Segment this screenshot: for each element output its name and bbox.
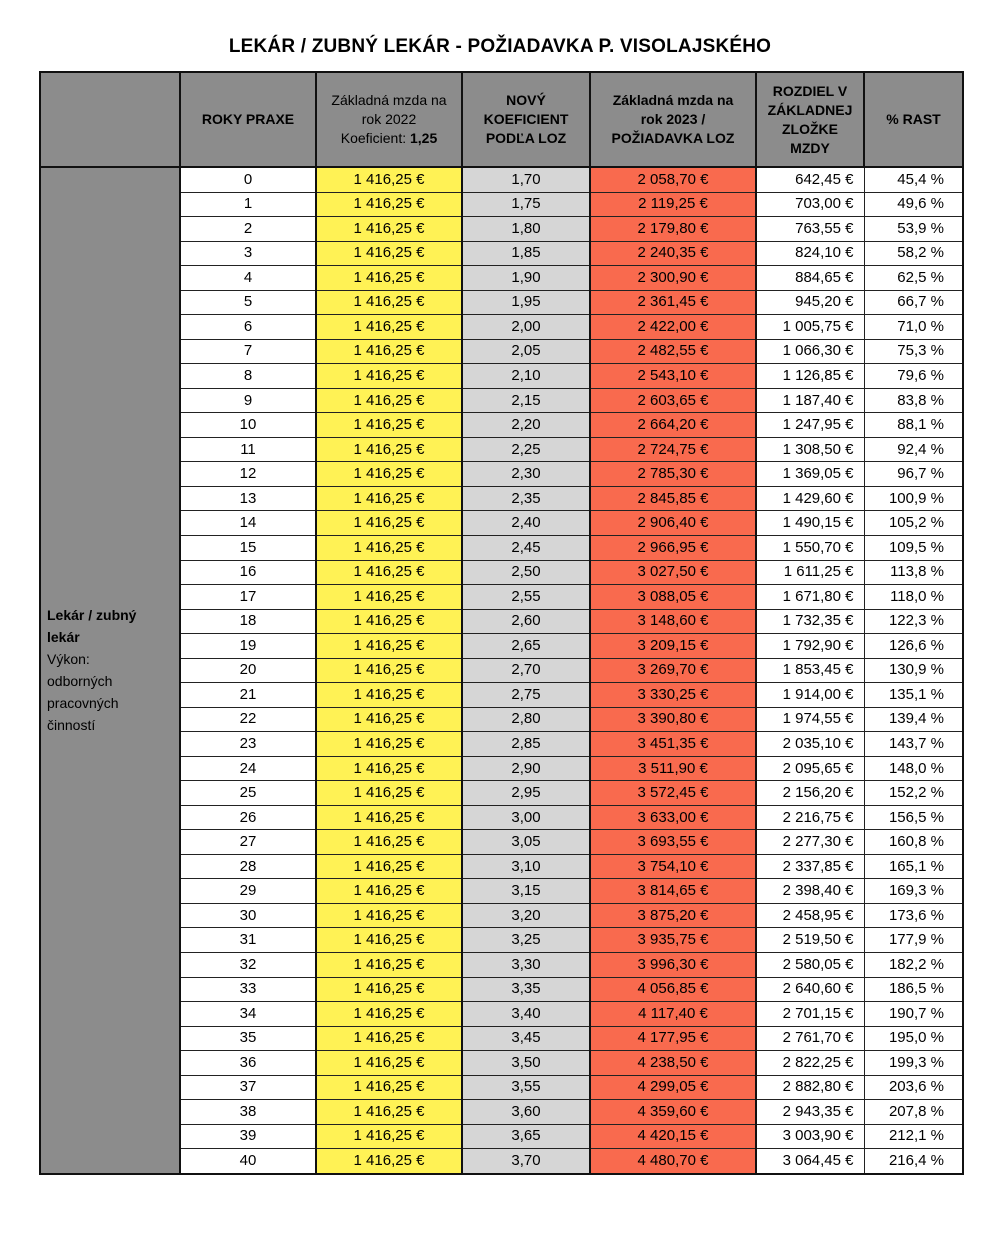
base-salary-2022-cell: 1 416,25 € bbox=[316, 535, 462, 560]
years-cell: 22 bbox=[180, 707, 316, 732]
base-salary-2023-cell: 4 420,15 € bbox=[590, 1124, 756, 1149]
growth-percent-cell: 212,1 % bbox=[864, 1124, 963, 1149]
years-cell: 40 bbox=[180, 1149, 316, 1174]
coefficient-cell: 3,70 bbox=[462, 1149, 590, 1174]
years-cell: 38 bbox=[180, 1100, 316, 1125]
growth-percent-cell: 71,0 % bbox=[864, 315, 963, 340]
category-cell bbox=[40, 167, 180, 1174]
years-cell: 1 bbox=[180, 192, 316, 217]
growth-percent-cell: 177,9 % bbox=[864, 928, 963, 953]
coefficient-cell: 3,15 bbox=[462, 879, 590, 904]
difference-cell: 1 005,75 € bbox=[756, 315, 864, 340]
coefficient-cell: 2,25 bbox=[462, 437, 590, 462]
years-cell: 24 bbox=[180, 756, 316, 781]
header-new-line3: POŽIADAVKA LOZ bbox=[611, 130, 735, 146]
difference-cell: 2 035,10 € bbox=[756, 732, 864, 757]
difference-cell: 1 126,85 € bbox=[756, 364, 864, 389]
growth-percent-cell: 135,1 % bbox=[864, 683, 963, 708]
base-salary-2023-cell: 2 482,55 € bbox=[590, 339, 756, 364]
years-cell: 0 bbox=[180, 167, 316, 192]
base-salary-2022-cell: 1 416,25 € bbox=[316, 609, 462, 634]
header-koef-line3: PODĽA LOZ bbox=[485, 130, 567, 146]
base-salary-2022-cell: 1 416,25 € bbox=[316, 683, 462, 708]
base-salary-2023-cell: 3 935,75 € bbox=[590, 928, 756, 953]
coefficient-cell: 1,95 bbox=[462, 290, 590, 315]
difference-cell: 3 003,90 € bbox=[756, 1124, 864, 1149]
difference-cell: 703,00 € bbox=[756, 192, 864, 217]
years-cell: 9 bbox=[180, 388, 316, 413]
growth-percent-cell: 152,2 % bbox=[864, 781, 963, 806]
growth-percent-cell: 160,8 % bbox=[864, 830, 963, 855]
header-base-line3-value: 1,25 bbox=[410, 130, 438, 146]
years-cell: 2 bbox=[180, 217, 316, 242]
header-base-salary-2022 bbox=[316, 72, 462, 167]
difference-cell: 2 761,70 € bbox=[756, 1026, 864, 1051]
base-salary-2023-cell: 4 359,60 € bbox=[590, 1100, 756, 1125]
base-salary-2023-cell: 3 330,25 € bbox=[590, 683, 756, 708]
header-base-salary-2023 bbox=[590, 72, 756, 167]
header-diff-line1: ROZDIEL V bbox=[772, 82, 848, 99]
base-salary-2022-cell: 1 416,25 € bbox=[316, 585, 462, 610]
base-salary-2022-cell: 1 416,25 € bbox=[316, 192, 462, 217]
base-salary-2022-cell: 1 416,25 € bbox=[316, 707, 462, 732]
coefficient-cell: 3,40 bbox=[462, 1002, 590, 1027]
base-salary-2023-cell: 2 966,95 € bbox=[590, 535, 756, 560]
coefficient-cell: 3,55 bbox=[462, 1075, 590, 1100]
base-salary-2023-cell: 2 240,35 € bbox=[590, 241, 756, 266]
growth-percent-cell: 130,9 % bbox=[864, 658, 963, 683]
coefficient-cell: 3,00 bbox=[462, 805, 590, 830]
growth-percent-cell: 88,1 % bbox=[864, 413, 963, 438]
base-salary-2023-cell: 4 056,85 € bbox=[590, 977, 756, 1002]
growth-percent-cell: 79,6 % bbox=[864, 364, 963, 389]
base-salary-2023-cell: 4 480,70 € bbox=[590, 1149, 756, 1174]
growth-percent-cell: 45,4 % bbox=[864, 167, 963, 192]
base-salary-2023-cell: 3 633,00 € bbox=[590, 805, 756, 830]
base-salary-2022-cell: 1 416,25 € bbox=[316, 560, 462, 585]
base-salary-2022-cell: 1 416,25 € bbox=[316, 1002, 462, 1027]
difference-cell: 1 066,30 € bbox=[756, 339, 864, 364]
base-salary-2022-cell: 1 416,25 € bbox=[316, 315, 462, 340]
base-salary-2023-cell: 3 875,20 € bbox=[590, 903, 756, 928]
coefficient-cell: 1,90 bbox=[462, 266, 590, 291]
base-salary-2023-cell: 2 422,00 € bbox=[590, 315, 756, 340]
difference-cell: 1 671,80 € bbox=[756, 585, 864, 610]
base-salary-2023-cell: 3 088,05 € bbox=[590, 585, 756, 610]
years-cell: 8 bbox=[180, 364, 316, 389]
difference-cell: 2 216,75 € bbox=[756, 805, 864, 830]
category-line: činností bbox=[47, 717, 96, 734]
header-growth-percent: % RAST bbox=[864, 72, 963, 167]
growth-percent-cell: 118,0 % bbox=[864, 585, 963, 610]
page-title: LEKÁR / ZUBNÝ LEKÁR - POŽIADAVKA P. VISOLAJSKÉHO bbox=[228, 36, 772, 57]
difference-cell: 2 822,25 € bbox=[756, 1051, 864, 1076]
base-salary-2023-cell: 4 117,40 € bbox=[590, 1002, 756, 1027]
header-koef-line1: NOVÝ bbox=[506, 92, 546, 108]
difference-cell: 1 187,40 € bbox=[756, 388, 864, 413]
coefficient-cell: 3,30 bbox=[462, 953, 590, 978]
difference-cell: 2 580,05 € bbox=[756, 953, 864, 978]
base-salary-2022-cell: 1 416,25 € bbox=[316, 437, 462, 462]
coefficient-cell: 2,05 bbox=[462, 339, 590, 364]
base-salary-2022-cell: 1 416,25 € bbox=[316, 486, 462, 511]
base-salary-2023-cell: 2 603,65 € bbox=[590, 388, 756, 413]
growth-percent-cell: 66,7 % bbox=[864, 290, 963, 315]
growth-percent-cell: 143,7 % bbox=[864, 732, 963, 757]
coefficient-cell: 2,50 bbox=[462, 560, 590, 585]
growth-percent-cell: 100,9 % bbox=[864, 486, 963, 511]
base-salary-2022-cell: 1 416,25 € bbox=[316, 658, 462, 683]
header-koef-line2: KOEFICIENT bbox=[483, 111, 569, 127]
years-cell: 6 bbox=[180, 315, 316, 340]
base-salary-2022-cell: 1 416,25 € bbox=[316, 290, 462, 315]
base-salary-2022-cell: 1 416,25 € bbox=[316, 217, 462, 242]
coefficient-cell: 3,10 bbox=[462, 854, 590, 879]
growth-percent-cell: 96,7 % bbox=[864, 462, 963, 487]
base-salary-2022-cell: 1 416,25 € bbox=[316, 879, 462, 904]
table-row bbox=[40, 167, 963, 192]
base-salary-2023-cell: 2 785,30 € bbox=[590, 462, 756, 487]
years-cell: 36 bbox=[180, 1051, 316, 1076]
years-cell: 35 bbox=[180, 1026, 316, 1051]
coefficient-cell: 2,00 bbox=[462, 315, 590, 340]
difference-cell: 2 640,60 € bbox=[756, 977, 864, 1002]
coefficient-cell: 2,65 bbox=[462, 634, 590, 659]
years-cell: 30 bbox=[180, 903, 316, 928]
difference-cell: 2 277,30 € bbox=[756, 830, 864, 855]
growth-percent-cell: 156,5 % bbox=[864, 805, 963, 830]
difference-cell: 1 853,45 € bbox=[756, 658, 864, 683]
base-salary-2023-cell: 2 906,40 € bbox=[590, 511, 756, 536]
coefficient-cell: 2,60 bbox=[462, 609, 590, 634]
base-salary-2022-cell: 1 416,25 € bbox=[316, 388, 462, 413]
years-cell: 13 bbox=[180, 486, 316, 511]
coefficient-cell: 3,25 bbox=[462, 928, 590, 953]
difference-cell: 1 490,15 € bbox=[756, 511, 864, 536]
coefficient-cell: 2,70 bbox=[462, 658, 590, 683]
difference-cell: 1 914,00 € bbox=[756, 683, 864, 708]
growth-percent-cell: 182,2 % bbox=[864, 953, 963, 978]
table-body bbox=[40, 167, 963, 1174]
table-header bbox=[40, 72, 963, 167]
growth-percent-cell: 148,0 % bbox=[864, 756, 963, 781]
base-salary-2023-cell: 2 664,20 € bbox=[590, 413, 756, 438]
growth-percent-cell: 169,3 % bbox=[864, 879, 963, 904]
base-salary-2023-cell: 2 543,10 € bbox=[590, 364, 756, 389]
growth-percent-cell: 126,6 % bbox=[864, 634, 963, 659]
base-salary-2023-cell: 2 845,85 € bbox=[590, 486, 756, 511]
difference-cell: 2 701,15 € bbox=[756, 1002, 864, 1027]
coefficient-cell: 2,55 bbox=[462, 585, 590, 610]
base-salary-2022-cell: 1 416,25 € bbox=[316, 1051, 462, 1076]
years-cell: 11 bbox=[180, 437, 316, 462]
base-salary-2022-cell: 1 416,25 € bbox=[316, 1124, 462, 1149]
coefficient-cell: 2,30 bbox=[462, 462, 590, 487]
growth-percent-cell: 199,3 % bbox=[864, 1051, 963, 1076]
years-cell: 18 bbox=[180, 609, 316, 634]
coefficient-cell: 3,45 bbox=[462, 1026, 590, 1051]
coefficient-cell: 3,05 bbox=[462, 830, 590, 855]
base-salary-2023-cell: 2 058,70 € bbox=[590, 167, 756, 192]
growth-percent-cell: 122,3 % bbox=[864, 609, 963, 634]
difference-cell: 1 974,55 € bbox=[756, 707, 864, 732]
years-cell: 10 bbox=[180, 413, 316, 438]
difference-cell: 1 308,50 € bbox=[756, 437, 864, 462]
difference-cell: 1 550,70 € bbox=[756, 535, 864, 560]
growth-percent-cell: 58,2 % bbox=[864, 241, 963, 266]
growth-percent-cell: 190,7 % bbox=[864, 1002, 963, 1027]
coefficient-cell: 2,80 bbox=[462, 707, 590, 732]
coefficient-cell: 2,35 bbox=[462, 486, 590, 511]
coefficient-cell: 2,75 bbox=[462, 683, 590, 708]
base-salary-2022-cell: 1 416,25 € bbox=[316, 339, 462, 364]
base-salary-2022-cell: 1 416,25 € bbox=[316, 462, 462, 487]
years-cell: 39 bbox=[180, 1124, 316, 1149]
base-salary-2023-cell: 3 693,55 € bbox=[590, 830, 756, 855]
growth-percent-cell: 75,3 % bbox=[864, 339, 963, 364]
coefficient-cell: 3,65 bbox=[462, 1124, 590, 1149]
base-salary-2022-cell: 1 416,25 € bbox=[316, 1075, 462, 1100]
coefficient-cell: 2,95 bbox=[462, 781, 590, 806]
base-salary-2023-cell: 3 027,50 € bbox=[590, 560, 756, 585]
header-diff-line3: ZLOŽKE bbox=[782, 120, 838, 137]
years-cell: 20 bbox=[180, 658, 316, 683]
growth-percent-cell: 105,2 % bbox=[864, 511, 963, 536]
base-salary-2023-cell: 3 572,45 € bbox=[590, 781, 756, 806]
coefficient-cell: 2,15 bbox=[462, 388, 590, 413]
header-base-line3-prefix: Koeficient: bbox=[340, 130, 410, 146]
base-salary-2022-cell: 1 416,25 € bbox=[316, 511, 462, 536]
growth-percent-cell: 109,5 % bbox=[864, 535, 963, 560]
growth-percent-cell: 139,4 % bbox=[864, 707, 963, 732]
header-new-line2: rok 2023 / bbox=[640, 111, 706, 127]
years-cell: 27 bbox=[180, 830, 316, 855]
base-salary-2022-cell: 1 416,25 € bbox=[316, 241, 462, 266]
base-salary-2023-cell: 2 300,90 € bbox=[590, 266, 756, 291]
difference-cell: 2 943,35 € bbox=[756, 1100, 864, 1125]
years-cell: 17 bbox=[180, 585, 316, 610]
growth-percent-cell: 62,5 % bbox=[864, 266, 963, 291]
base-salary-2023-cell: 3 148,60 € bbox=[590, 609, 756, 634]
growth-percent-cell: 53,9 % bbox=[864, 217, 963, 242]
base-salary-2022-cell: 1 416,25 € bbox=[316, 1100, 462, 1125]
years-cell: 15 bbox=[180, 535, 316, 560]
category-line: Výkon: bbox=[47, 651, 90, 668]
difference-cell: 2 398,40 € bbox=[756, 879, 864, 904]
growth-percent-cell: 207,8 % bbox=[864, 1100, 963, 1125]
base-salary-2022-cell: 1 416,25 € bbox=[316, 781, 462, 806]
years-cell: 37 bbox=[180, 1075, 316, 1100]
years-cell: 25 bbox=[180, 781, 316, 806]
coefficient-cell: 3,50 bbox=[462, 1051, 590, 1076]
header-diff-line2: ZÁKLADNEJ bbox=[767, 101, 853, 118]
base-salary-2023-cell: 3 511,90 € bbox=[590, 756, 756, 781]
growth-percent-cell: 195,0 % bbox=[864, 1026, 963, 1051]
difference-cell: 2 156,20 € bbox=[756, 781, 864, 806]
base-salary-2022-cell: 1 416,25 € bbox=[316, 928, 462, 953]
coefficient-cell: 2,10 bbox=[462, 364, 590, 389]
years-cell: 3 bbox=[180, 241, 316, 266]
difference-cell: 2 519,50 € bbox=[756, 928, 864, 953]
salary-table-wrapper bbox=[39, 71, 962, 1175]
base-salary-2022-cell: 1 416,25 € bbox=[316, 903, 462, 928]
base-salary-2022-cell: 1 416,25 € bbox=[316, 266, 462, 291]
difference-cell: 1 732,35 € bbox=[756, 609, 864, 634]
coefficient-cell: 1,85 bbox=[462, 241, 590, 266]
base-salary-2022-cell: 1 416,25 € bbox=[316, 364, 462, 389]
difference-cell: 2 882,80 € bbox=[756, 1075, 864, 1100]
years-cell: 4 bbox=[180, 266, 316, 291]
coefficient-cell: 1,70 bbox=[462, 167, 590, 192]
growth-percent-cell: 92,4 % bbox=[864, 437, 963, 462]
difference-cell: 1 611,25 € bbox=[756, 560, 864, 585]
coefficient-cell: 1,75 bbox=[462, 192, 590, 217]
base-salary-2022-cell: 1 416,25 € bbox=[316, 1149, 462, 1174]
growth-percent-cell: 186,5 % bbox=[864, 977, 963, 1002]
base-salary-2023-cell: 2 724,75 € bbox=[590, 437, 756, 462]
base-salary-2023-cell: 3 754,10 € bbox=[590, 854, 756, 879]
base-salary-2023-cell: 2 361,45 € bbox=[590, 290, 756, 315]
base-salary-2023-cell: 4 177,95 € bbox=[590, 1026, 756, 1051]
years-cell: 21 bbox=[180, 683, 316, 708]
growth-percent-cell: 203,6 % bbox=[864, 1075, 963, 1100]
coefficient-cell: 1,80 bbox=[462, 217, 590, 242]
coefficient-cell: 2,40 bbox=[462, 511, 590, 536]
coefficient-cell: 2,90 bbox=[462, 756, 590, 781]
base-salary-2022-cell: 1 416,25 € bbox=[316, 953, 462, 978]
coefficient-cell: 2,45 bbox=[462, 535, 590, 560]
growth-percent-cell: 113,8 % bbox=[864, 560, 963, 585]
difference-cell: 2 458,95 € bbox=[756, 903, 864, 928]
growth-percent-cell: 49,6 % bbox=[864, 192, 963, 217]
difference-cell: 1 247,95 € bbox=[756, 413, 864, 438]
years-cell: 28 bbox=[180, 854, 316, 879]
years-cell: 31 bbox=[180, 928, 316, 953]
difference-cell: 763,55 € bbox=[756, 217, 864, 242]
salary-table bbox=[39, 71, 964, 1175]
difference-cell: 2 337,85 € bbox=[756, 854, 864, 879]
coefficient-cell: 2,85 bbox=[462, 732, 590, 757]
coefficient-cell: 3,60 bbox=[462, 1100, 590, 1125]
base-salary-2022-cell: 1 416,25 € bbox=[316, 830, 462, 855]
difference-cell: 824,10 € bbox=[756, 241, 864, 266]
years-cell: 32 bbox=[180, 953, 316, 978]
years-cell: 5 bbox=[180, 290, 316, 315]
years-cell: 12 bbox=[180, 462, 316, 487]
years-cell: 16 bbox=[180, 560, 316, 585]
header-base-line1: Základná mzda na bbox=[331, 92, 447, 108]
header-difference bbox=[756, 72, 864, 167]
base-salary-2022-cell: 1 416,25 € bbox=[316, 167, 462, 192]
base-salary-2023-cell: 2 119,25 € bbox=[590, 192, 756, 217]
base-salary-2022-cell: 1 416,25 € bbox=[316, 756, 462, 781]
years-cell: 34 bbox=[180, 1002, 316, 1027]
header-row bbox=[40, 72, 963, 167]
header-new-coefficient bbox=[462, 72, 590, 167]
difference-cell: 884,65 € bbox=[756, 266, 864, 291]
base-salary-2023-cell: 4 299,05 € bbox=[590, 1075, 756, 1100]
base-salary-2023-cell: 3 390,80 € bbox=[590, 707, 756, 732]
years-cell: 29 bbox=[180, 879, 316, 904]
difference-cell: 1 792,90 € bbox=[756, 634, 864, 659]
base-salary-2023-cell: 2 179,80 € bbox=[590, 217, 756, 242]
category-name: Lekár / zubný lekár bbox=[47, 607, 137, 646]
growth-percent-cell: 173,6 % bbox=[864, 903, 963, 928]
base-salary-2023-cell: 3 996,30 € bbox=[590, 953, 756, 978]
category-line: odborných bbox=[47, 673, 113, 690]
years-cell: 26 bbox=[180, 805, 316, 830]
growth-percent-cell: 216,4 % bbox=[864, 1149, 963, 1174]
difference-cell: 945,20 € bbox=[756, 290, 864, 315]
base-salary-2023-cell: 3 814,65 € bbox=[590, 879, 756, 904]
growth-percent-cell: 83,8 % bbox=[864, 388, 963, 413]
years-cell: 7 bbox=[180, 339, 316, 364]
base-salary-2023-cell: 4 238,50 € bbox=[590, 1051, 756, 1076]
coefficient-cell: 3,20 bbox=[462, 903, 590, 928]
base-salary-2022-cell: 1 416,25 € bbox=[316, 854, 462, 879]
years-cell: 19 bbox=[180, 634, 316, 659]
difference-cell: 642,45 € bbox=[756, 167, 864, 192]
base-salary-2022-cell: 1 416,25 € bbox=[316, 732, 462, 757]
header-category bbox=[40, 72, 180, 167]
coefficient-cell: 3,35 bbox=[462, 977, 590, 1002]
base-salary-2022-cell: 1 416,25 € bbox=[316, 413, 462, 438]
base-salary-2023-cell: 3 451,35 € bbox=[590, 732, 756, 757]
base-salary-2023-cell: 3 269,70 € bbox=[590, 658, 756, 683]
difference-cell: 2 095,65 € bbox=[756, 756, 864, 781]
difference-cell: 1 369,05 € bbox=[756, 462, 864, 487]
base-salary-2022-cell: 1 416,25 € bbox=[316, 1026, 462, 1051]
coefficient-cell: 2,20 bbox=[462, 413, 590, 438]
years-cell: 23 bbox=[180, 732, 316, 757]
growth-percent-cell: 165,1 % bbox=[864, 854, 963, 879]
header-diff-line4: MZDY bbox=[790, 139, 830, 156]
difference-cell: 1 429,60 € bbox=[756, 486, 864, 511]
header-new-line1: Základná mzda na bbox=[612, 92, 734, 108]
category-line: pracovných bbox=[47, 695, 119, 712]
header-years: ROKY PRAXE bbox=[180, 72, 316, 167]
header-base-line2: rok 2022 bbox=[361, 111, 417, 127]
years-cell: 14 bbox=[180, 511, 316, 536]
difference-cell: 3 064,45 € bbox=[756, 1149, 864, 1174]
base-salary-2022-cell: 1 416,25 € bbox=[316, 634, 462, 659]
base-salary-2022-cell: 1 416,25 € bbox=[316, 977, 462, 1002]
years-cell: 33 bbox=[180, 977, 316, 1002]
base-salary-2023-cell: 3 209,15 € bbox=[590, 634, 756, 659]
base-salary-2022-cell: 1 416,25 € bbox=[316, 805, 462, 830]
